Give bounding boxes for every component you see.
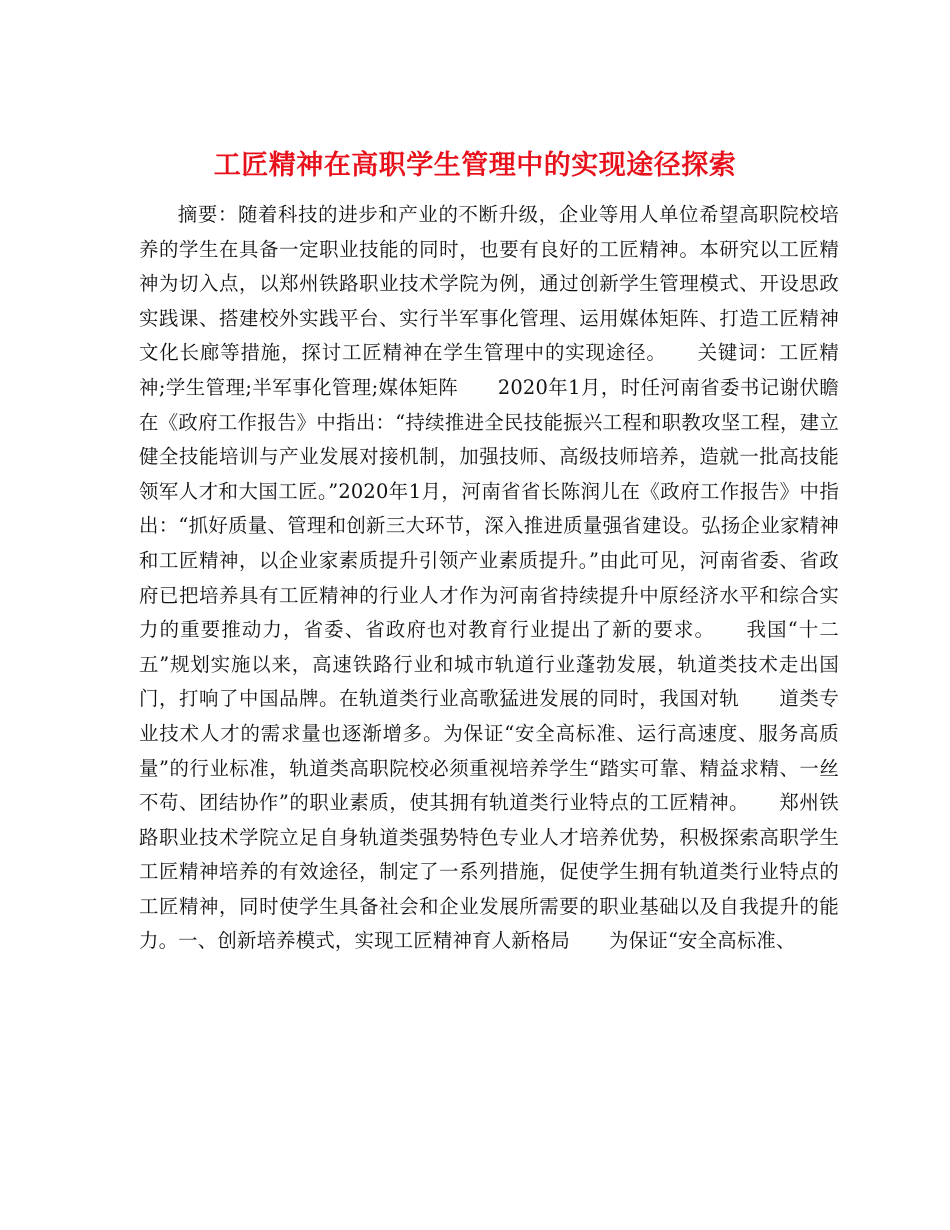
document-body: 摘要：随着科技的进步和产业的不断升级，企业等用人单位希望高职院校培养的学生在具备一定职业技能的同时，也要有良好的工匠精神。本研究以工匠精神为切入点，以郑州铁路职业技术学院为例，通过创新学生管理模式、开设思政实践课、搭建校外实践平台、实行半军事化管理、运用媒体矩阵、打造工匠精神文化长廊等措施，探讨工匠精神在学生管理中的实现途径。 关键词：工匠精神;学生管理;半军事化管理;媒体矩阵 2020年1月，时任河南省委书记谢伏瞻在《政府工作报告》中指出：“持续推进全民技能振兴工程和职教攻坚工程，建立健全技能培训与产业发展对接机制，加强技师、高级技师培养，造就一批高技能领军人才和大国工匠。”2020年1月，河南省省长陈润儿在《政府工作报告》中指出：“抓好质量、管理和创新三大环节，深入推进质量强省建设。弘扬企业家精神和工匠精神，以企业家素质提升引领产业素质提升。”由此可见，河南省委、省政府已把培养具有工匠精神的行业人才作为河南省持续提升中原经济水平和综合实力的重要推动力，省委、省政府也对教育行业提出了新的要求。 我国“十二五”规划实施以来，高速铁路行业和城市轨道行业蓬勃发展，轨道类技术走出国门，打响了中国品牌。在轨道类行业高歌猛进发展的同时，我国对轨 道类专业技术人才的需求量也逐渐增多。为保证“安全高标准、运行高速度、服务高质量”的行业标准，轨道类高职院校必须重视培养学生“踏实可靠、精益求精、一丝不苟、团结协作”的职业素质，使其拥有轨道类行业特点的工匠精神。 郑州铁路职业技术学院立足自身轨道类强势特色专业人才培养优势，积极探索高职学生工匠精神培养的有效途径，制定了一系列措施，促使学生拥有轨道类行业特点的工匠精神，同时使学生具备社会和企业发展所需要的职业基础以及自我提升的能力。一、创新培养模式，实现工匠精神育人新格局 为保证“安全高标准、 [139,203,839,953]
document-title: 工匠精神在高职学生管理中的实现途径探索 [213,150,737,182]
